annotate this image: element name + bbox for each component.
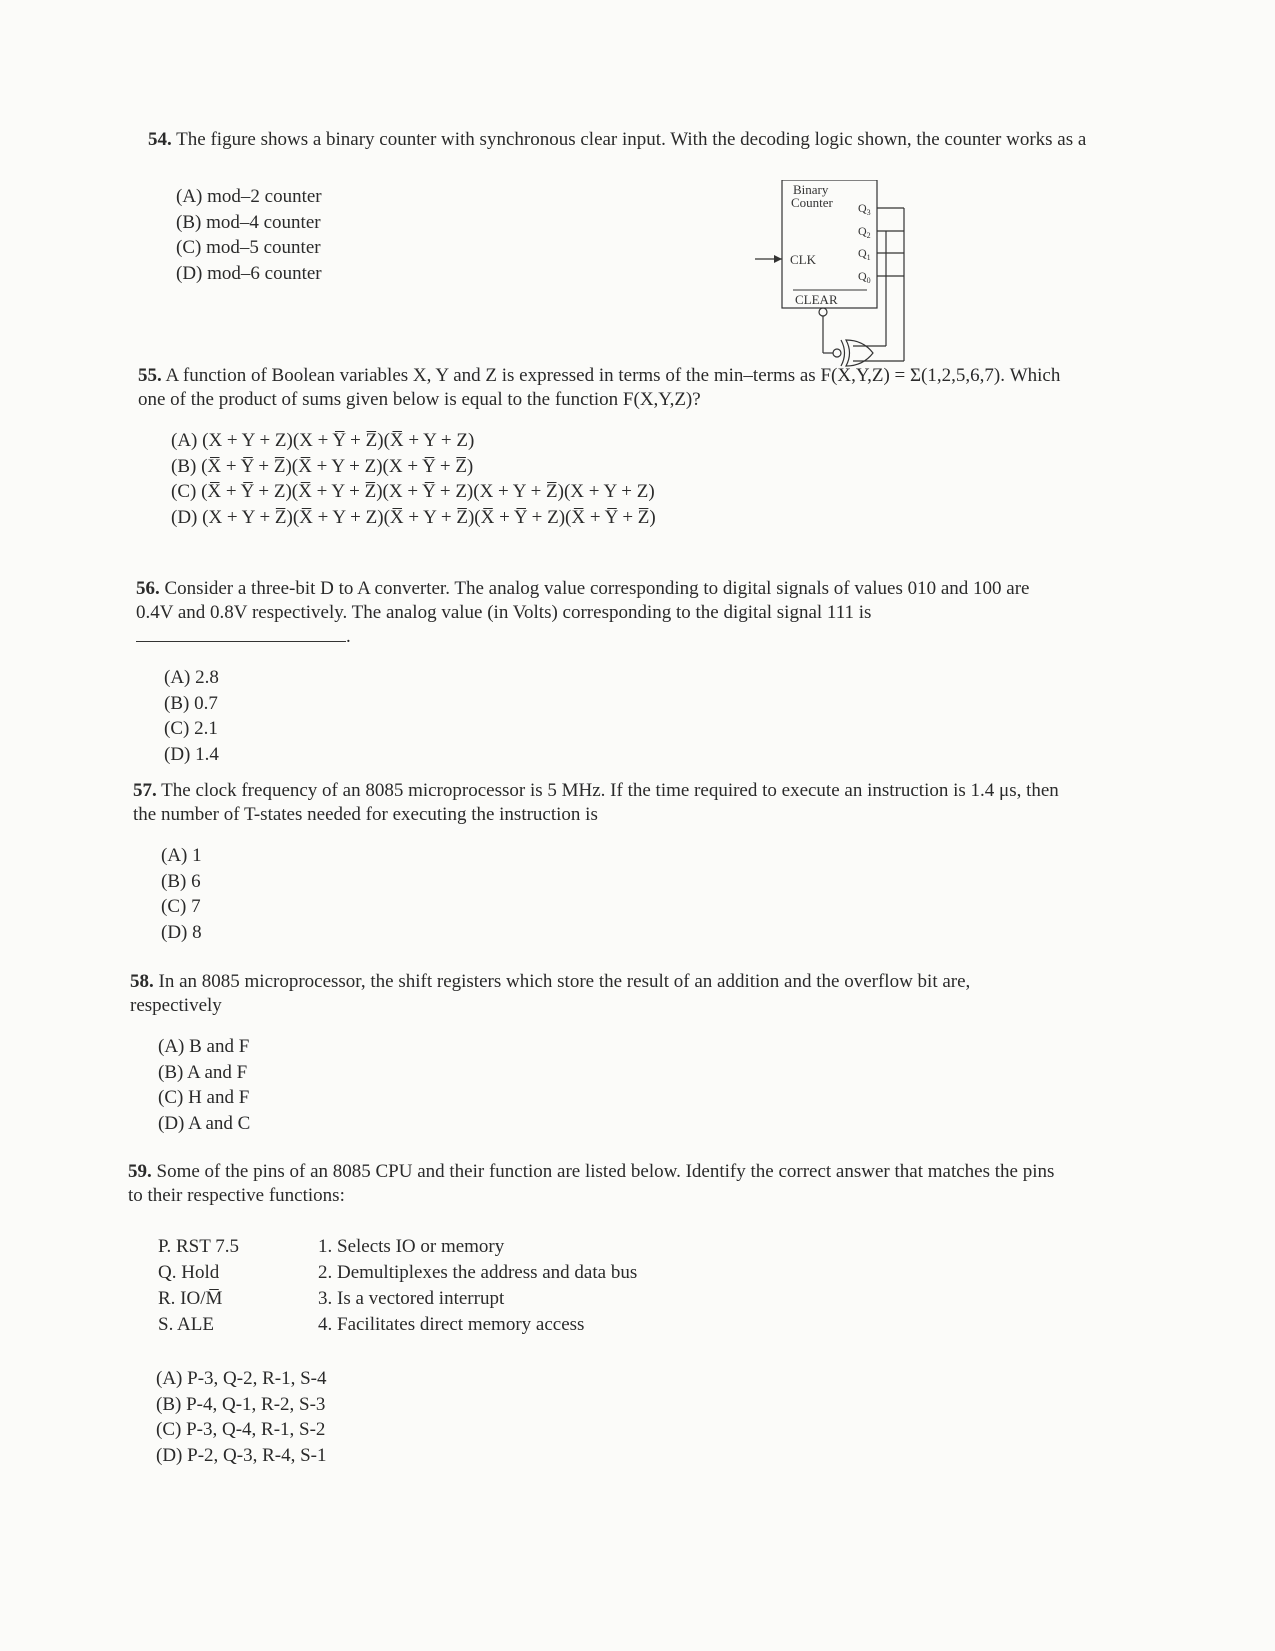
option-d[interactable]: (D) (X + Y + Z̅)(X̅ + Y + Z)(X̅ + Y + Z̅)(X̅ + Y̅ + Z)(X̅ + Y̅ + Z̅): [171, 506, 656, 528]
option-c[interactable]: (C) 7: [161, 896, 201, 917]
question-number: 55.: [138, 365, 162, 386]
q2-label: $Q_2$: [858, 224, 871, 240]
question-stem: [133, 779, 1068, 827]
option-d[interactable]: (D) mod–6 counter: [176, 262, 322, 284]
question-number: 56.: [136, 578, 160, 599]
question-57: [133, 779, 1068, 945]
pins-column: [158, 1234, 318, 1338]
option-d[interactable]: (D) 8: [161, 921, 202, 943]
q1-label: $Q_1$: [858, 246, 871, 262]
option-d[interactable]: (D) A and C: [158, 1112, 251, 1134]
option-b[interactable]: (B) P-4, Q-1, R-2, S-3: [156, 1393, 326, 1415]
question-text: In an 8085 microprocessor, the shift registers which store the result of an addition and the overflow bit are, respectively: [130, 971, 971, 1016]
option-a[interactable]: (A) mod–2 counter: [176, 186, 322, 207]
clear-label: CLEAR: [795, 292, 838, 307]
question-stem: [148, 128, 1118, 152]
question-text: The clock frequency of an 8085 microprocessor is 5 MHz. If the time required to execute an instruction is 1.4 μs, then the number of T-states needed for executing the instruction is: [133, 780, 1059, 825]
option-c[interactable]: (C) 2.1: [164, 718, 218, 739]
counter-circuit-figure: [755, 180, 955, 385]
pin-function-table: [158, 1234, 1068, 1338]
options-list: [164, 665, 1071, 767]
pin-p: P. RST 7.5: [158, 1236, 239, 1257]
option-b[interactable]: (B) (X̅ + Y̅ + Z̅)(X̅ + Y + Z)(X + Y̅ + Z̅): [171, 455, 474, 477]
xnor-gate: [846, 340, 873, 366]
option-a[interactable]: (A) (X + Y + Z)(X + Y̅ + Z̅)(X̅ + Y + Z): [171, 430, 475, 451]
options-list: [171, 428, 1073, 530]
answer-blank[interactable]: [136, 627, 346, 642]
option-d[interactable]: (D) P-2, Q-3, R-4, S-1: [156, 1444, 327, 1466]
question-number: 59.: [128, 1161, 152, 1182]
option-b[interactable]: (B) 0.7: [164, 692, 218, 714]
functions-column: [318, 1234, 637, 1338]
options-list: [158, 1034, 1065, 1136]
function-2: 2. Demultiplexes the address and data bus: [318, 1262, 638, 1283]
question-stem: [138, 364, 1073, 412]
option-c[interactable]: (C) P-3, Q-4, R-1, S-2: [156, 1419, 326, 1440]
question-59: [128, 1160, 1068, 1468]
function-4: 4. Facilitates direct memory access: [318, 1314, 585, 1335]
options-list: [156, 1366, 1068, 1468]
option-a[interactable]: (A) 1: [161, 845, 202, 866]
pin-q: Q. Hold: [158, 1262, 220, 1283]
function-3: 3. Is a vectored interrupt: [318, 1288, 505, 1309]
question-58: [130, 970, 1065, 1136]
question-number: 57.: [133, 780, 157, 801]
question-stem: 56. Consider a three-bit D to A converter. The analog value corresponding to digital signals of values 010 and 100 are 0.4V and 0.8V respectively. The analog value (in Volts) corresponding to the digital signal 111 is .: [136, 578, 1030, 647]
question-text: Consider a three-bit D to A converter. The analog value corresponding to digital signals of values 010 and 100 are 0.4V and 0.8V respectively. The analog value (in Volts) corresponding to the digital signal 111 is: [136, 578, 1030, 623]
question-text: The figure shows a binary counter with synchronous clear input. With the decoding logic shown, the counter works as a: [176, 129, 1087, 150]
options-list: [176, 184, 1118, 286]
function-1: 1. Selects IO or memory: [318, 1236, 505, 1257]
option-a[interactable]: (A) 2.8: [164, 667, 219, 688]
question-56: [136, 577, 1071, 767]
block-title-2: Counter: [791, 195, 833, 210]
question-55: [138, 364, 1073, 530]
question-text: A function of Boolean variables X, Y and Z is expressed in terms of the min–terms as F(X,Y,Z) = Σ(1,2,5,6,7). Which one of the product of sums given below is equal to the function F(X,Y,Z)?: [138, 365, 1061, 410]
question-54: [148, 128, 1118, 286]
option-d[interactable]: (D) 1.4: [164, 743, 219, 765]
option-c[interactable]: (C) mod–5 counter: [176, 237, 321, 258]
option-a[interactable]: (A) P-3, Q-2, R-1, S-4: [156, 1368, 327, 1389]
option-a[interactable]: (A) B and F: [158, 1036, 250, 1057]
option-c[interactable]: (C) H and F: [158, 1087, 250, 1108]
q3-label: $Q_3$: [858, 201, 871, 217]
option-b[interactable]: (B) 6: [161, 870, 201, 892]
option-b[interactable]: (B) A and F: [158, 1061, 248, 1083]
option-b[interactable]: (B) mod–4 counter: [176, 211, 321, 233]
options-list: [161, 843, 1068, 945]
pin-r: R. IO/M̅: [158, 1288, 223, 1309]
question-stem: [128, 1160, 1068, 1208]
circuit-diagram: [755, 180, 955, 385]
question-number: 58.: [130, 971, 154, 992]
pin-s: S. ALE: [158, 1314, 214, 1335]
block-title-1: Binary: [793, 182, 829, 197]
q0-label: $Q_0$: [858, 269, 871, 285]
option-c[interactable]: (C) (X̅ + Y̅ + Z)(X̅ + Y + Z̅)(X + Y̅ + Z)(X + Y + Z̅)(X + Y + Z): [171, 481, 655, 502]
question-text: Some of the pins of an 8085 CPU and their function are listed below. Identify the correct answer that matches the pins to their respective functions:: [128, 1161, 1055, 1206]
question-stem: [130, 970, 1065, 1018]
clk-label: CLK: [790, 252, 816, 267]
question-number: 54.: [148, 129, 172, 150]
